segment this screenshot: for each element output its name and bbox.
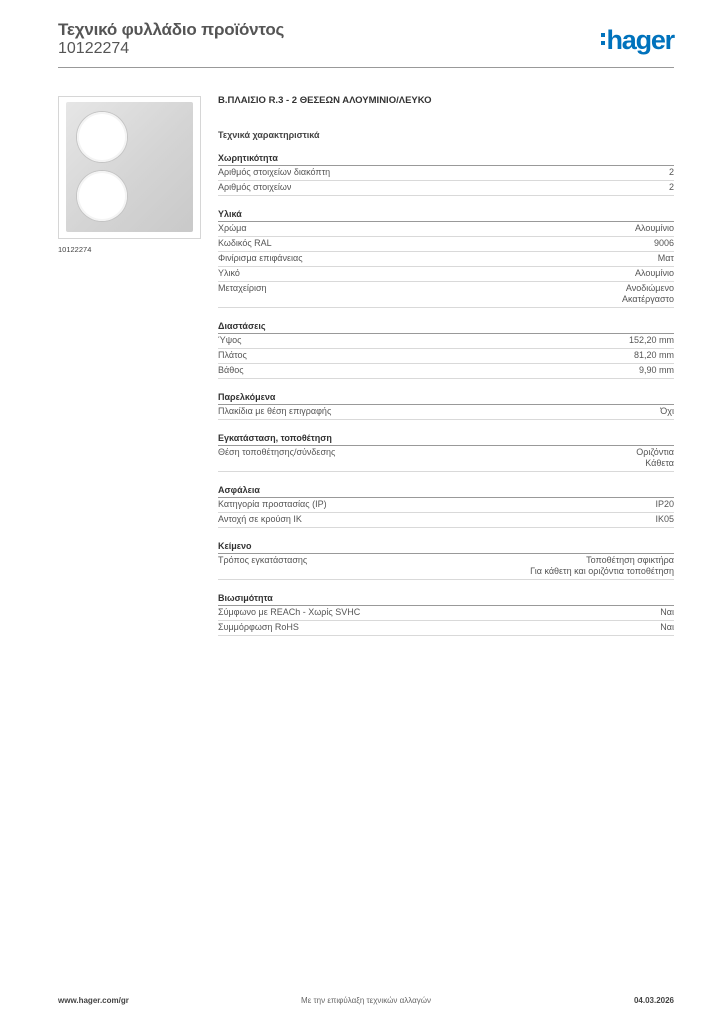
spec-value-line: 2 [668,182,674,192]
spec-value-line: Κάθετα [645,458,674,468]
spec-label: Αριθμός στοιχείων [218,182,292,192]
spec-value [655,514,674,525]
spec-value-line: Ακατέργαστο [622,294,674,304]
spec-value [629,335,674,346]
spec-value-line: Αλουμίνιο [635,223,674,233]
spec-label: Βάθος [218,365,244,375]
spec-row [218,282,674,308]
spec-section [218,391,674,420]
product-image [58,96,201,239]
spec-section [218,320,674,379]
spec-label: Ύψος [218,335,242,345]
spec-row [218,252,674,267]
spec-row [218,498,674,513]
spec-value [660,607,674,618]
spec-value-line: Ματ [657,253,674,263]
spec-row [218,606,674,621]
spec-row [218,222,674,237]
spec-label: Υλικό [218,268,240,278]
spec-section [218,540,674,580]
spec-sections [218,152,674,636]
header-divider [58,67,674,68]
spec-value [654,238,674,249]
spec-value-line: 81,20 mm [633,350,674,360]
spec-value-line: 9,90 mm [638,365,674,375]
section-title: Υλικά [218,208,674,222]
document-title: Τεχνικό φυλλάδιο προϊόντος [58,20,285,39]
spec-label: Αντοχή σε κρούση IK [218,514,302,524]
hager-logo [601,26,674,54]
footer-date: 04.03.2026 [633,996,674,1005]
spec-row [218,364,674,379]
section-title: Εγκατάσταση, τοποθέτηση [218,432,674,446]
logo-colon-icon [601,33,605,49]
spec-label: Πλακίδια με θέση επιγραφής [218,406,332,416]
spec-value-line: Για κάθετη και οριζόντια τοποθέτηση [530,566,674,576]
spec-value-line: Ναι [660,607,674,617]
spec-row [218,446,674,472]
page-header [58,20,674,70]
spec-value [660,622,674,633]
spec-label: Κωδικός RAL [218,238,272,248]
spec-value [658,253,674,264]
spec-label: Συμμόρφωση RoHS [218,622,299,632]
spec-row [218,166,674,181]
spec-section [218,152,674,196]
section-title: Χωρητικότητα [218,152,674,166]
section-title: Παρελκόμενα [218,391,674,405]
section-title: Διαστάσεις [218,320,674,334]
spec-value [635,268,674,279]
spec-label: Φινίρισμα επιφάνειας [218,253,303,263]
spec-value [635,223,674,234]
plate-opening-top [77,112,127,162]
spec-value [639,365,674,376]
spec-value-line: IP20 [655,499,674,509]
logo-text: hager [606,25,674,55]
spec-row [218,349,674,364]
technical-characteristics-heading: Τεχνικά χαρακτηριστικά [218,130,320,140]
spec-row [218,513,674,528]
spec-label: Σύμφωνο με REACh - Χωρίς SVHC [218,607,361,617]
spec-section [218,592,674,636]
spec-label: Αριθμός στοιχείων διακόπτη [218,167,331,177]
footer-notice: Με την επιφύλαξη τεχνικών αλλαγών [301,996,431,1005]
spec-row [218,334,674,349]
spec-value-line: Αλουμίνιο [635,268,674,278]
spec-value [669,167,674,178]
spec-value-line: 9006 [653,238,674,248]
spec-label: Χρώμα [218,223,247,233]
spec-label: Μεταχείριση [218,283,267,293]
spec-value-line: 2 [668,167,674,177]
spec-section [218,208,674,308]
spec-value [622,283,674,305]
spec-label: Τρόπος εγκατάστασης [218,555,308,565]
spec-value-line: Ανοδιώμενο [625,283,674,293]
spec-section [218,484,674,528]
spec-row [218,621,674,636]
spec-value [669,182,674,193]
spec-section [218,432,674,472]
section-title: Κείμενο [218,540,674,554]
section-title: Ασφάλεια [218,484,674,498]
product-name: Β.ΠΛΑΙΣΙΟ R.3 - 2 ΘΕΣΕΩΝ ΑΛΟΥΜΙΝΙΟ/ΛΕΥΚΟ [218,95,432,106]
spec-row [218,554,674,580]
spec-value-line: IK05 [655,514,674,524]
spec-row [218,405,674,420]
spec-value [634,350,674,361]
footer-website: www.hager.com/gr [58,996,129,1005]
section-title: Βιωσιμότητα [218,592,674,606]
spec-value [655,499,674,510]
spec-value [636,447,674,469]
spec-value-line: Οριζόντια [636,447,674,457]
spec-label: Θέση τοποθέτησης/σύνδεσης [218,447,336,457]
image-caption: 10122274 [58,245,92,254]
spec-content [218,94,674,648]
spec-value-line: Τοποθέτηση σφικτήρα [586,555,674,565]
spec-value-line: 152,20 mm [628,335,674,345]
spec-label: Κατηγορία προστασίας (IP) [218,499,327,509]
page-footer [58,996,674,1010]
plate-opening-bottom [77,171,127,221]
spec-row [218,237,674,252]
spec-value-line: Ναι [660,622,674,632]
spec-value [660,406,674,417]
spec-row [218,267,674,282]
product-code: 10122274 [58,40,130,57]
spec-row [218,181,674,196]
spec-value [530,555,674,577]
spec-value-line: Όχι [660,406,674,416]
cover-plate-icon [66,102,193,232]
spec-label: Πλάτος [218,350,247,360]
